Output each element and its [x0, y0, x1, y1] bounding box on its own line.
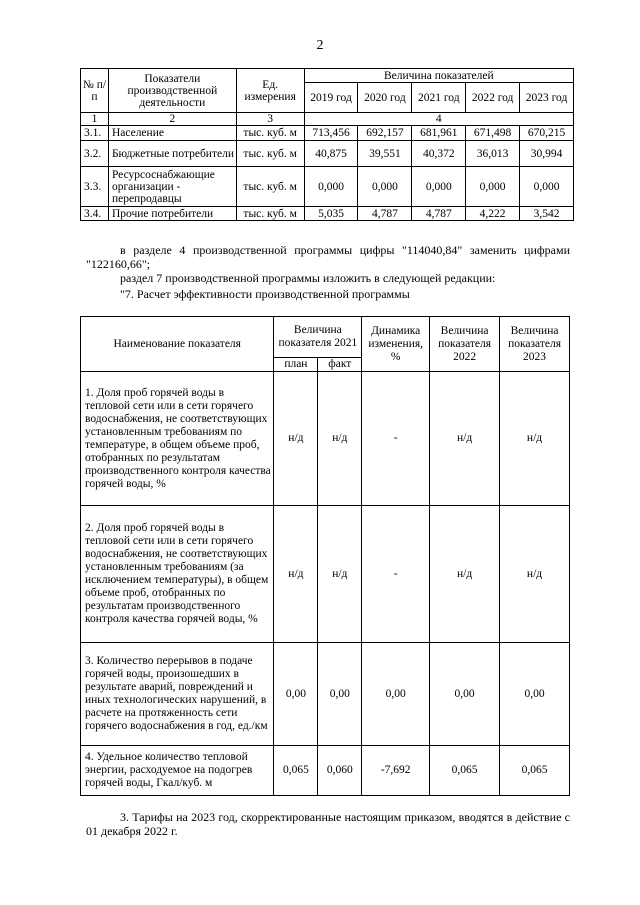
- header-value-2022: Величина показателя 2022: [430, 317, 500, 372]
- row-value: 4,787: [358, 207, 412, 221]
- row-value: 0,000: [520, 167, 574, 207]
- row-value: 39,551: [358, 141, 412, 167]
- row-name: 4. Удельное количество тепловой энергии, расходуемое на подогрев горячей воды, Гкал/куб. м: [81, 746, 274, 796]
- row-value-2023: 0,065: [500, 746, 570, 796]
- header-year: 2022 год: [466, 83, 520, 113]
- row-name: Ресурсоснабжающие организации - перепродавцы: [108, 167, 236, 207]
- row-num: 3.2.: [81, 141, 109, 167]
- row-fact: н/д: [318, 506, 362, 643]
- row-num: 3.1.: [81, 126, 109, 141]
- row-num: 3.4.: [81, 207, 109, 221]
- row-value: 0,000: [304, 167, 358, 207]
- row-value: 3,542: [520, 207, 574, 221]
- efficiency-table: [80, 316, 570, 796]
- row-value-2022: н/д: [430, 506, 500, 643]
- paragraph-section-4: в разделе 4 производственной программы цифры "114040,84" заменить цифрами "122160,66";: [86, 243, 570, 271]
- row-value: 40,875: [304, 141, 358, 167]
- header-year: 2023 год: [520, 83, 574, 113]
- table-row: [81, 126, 574, 141]
- header-year: 2020 год: [358, 83, 412, 113]
- row-fact: н/д: [318, 372, 362, 506]
- page-number: 2: [316, 38, 324, 53]
- row-value-2022: 0,065: [430, 746, 500, 796]
- table-row: [81, 207, 574, 221]
- header-num: № п/п: [81, 69, 109, 113]
- row-value: 671,498: [466, 126, 520, 141]
- row-value-2023: н/д: [500, 372, 570, 506]
- row-plan: н/д: [274, 506, 318, 643]
- paragraph-section-7: раздел 7 производственной программы изложить в следующей редакции:: [120, 271, 496, 285]
- index-cell: 1: [81, 113, 109, 126]
- row-dynamics: -7,692: [362, 746, 430, 796]
- row-name: 1. Доля проб горячей воды в тепловой сети или в сети горячего водоснабжения, не соответствующих установленным требованиям по температуре, в общем объеме проб, отобранных по результатам производственного контроля качества горячей воды, %: [81, 372, 274, 506]
- row-plan: 0,065: [274, 746, 318, 796]
- header-dynamics: Динамика изменения, %: [362, 317, 430, 372]
- index-cell: 2: [108, 113, 236, 126]
- table-row: [81, 372, 570, 506]
- table-row: [81, 167, 574, 207]
- index-cell: 4: [304, 113, 573, 126]
- row-value-2022: н/д: [430, 372, 500, 506]
- row-fact: 0,00: [318, 643, 362, 746]
- table-row: [81, 506, 570, 643]
- row-value: 713,456: [304, 126, 358, 141]
- table-row: [81, 746, 570, 796]
- row-value: 692,157: [358, 126, 412, 141]
- row-name: Население: [108, 126, 236, 141]
- header-unit: Ед. измерения: [236, 69, 304, 113]
- header-indicator: Показатели производственной деятельности: [108, 69, 236, 113]
- header-value-2023: Величина показателя 2023: [500, 317, 570, 372]
- row-value: 40,372: [412, 141, 466, 167]
- header-values-group: Величина показателей: [304, 69, 573, 83]
- header-plan: план: [274, 358, 318, 372]
- row-value: 4,222: [466, 207, 520, 221]
- header-name: Наименование показателя: [81, 317, 274, 372]
- row-value-2023: н/д: [500, 506, 570, 643]
- row-unit: тыс. куб. м: [236, 207, 304, 221]
- row-value-2022: 0,00: [430, 643, 500, 746]
- row-value: 0,000: [358, 167, 412, 207]
- row-value: 30,994: [520, 141, 574, 167]
- header-year: 2021 год: [412, 83, 466, 113]
- row-unit: тыс. куб. м: [236, 126, 304, 141]
- row-dynamics: 0,00: [362, 643, 430, 746]
- index-cell: 3: [236, 113, 304, 126]
- row-unit: тыс. куб. м: [236, 141, 304, 167]
- row-plan: н/д: [274, 372, 318, 506]
- row-value: 670,215: [520, 126, 574, 141]
- row-dynamics: -: [362, 506, 430, 643]
- row-value: 0,000: [412, 167, 466, 207]
- header-fact: факт: [318, 358, 362, 372]
- header-value-2021: Величина показателя 2021: [274, 317, 362, 358]
- row-unit: тыс. куб. м: [236, 167, 304, 207]
- row-value: 4,787: [412, 207, 466, 221]
- row-dynamics: -: [362, 372, 430, 506]
- paragraph-tariffs: 3. Тарифы на 2023 год, скорректированные настоящим приказом, вводятся в действие с 01 декабря 2022 г.: [86, 810, 570, 838]
- row-name: 2. Доля проб горячей воды в тепловой сети или в сети горячего водоснабжения, не соответствующих установленным требованиям (за исключением температуры), в общем объеме проб, отобранных по результатам производственного контроля качества горячей воды, %: [81, 506, 274, 643]
- production-indicators-table: [80, 68, 574, 221]
- table-row: [81, 643, 570, 746]
- row-num: 3.3.: [81, 167, 109, 207]
- row-name: 3. Количество перерывов в подаче горячей воды, произошедших в результате аварий, повреждений и иных технологических нарушений, в расчете на протяженность сети горячего водоснабжения в год, ед./км: [81, 643, 274, 746]
- row-name: Прочие потребители: [108, 207, 236, 221]
- row-fact: 0,060: [318, 746, 362, 796]
- row-value: 36,013: [466, 141, 520, 167]
- section-7-title: "7. Расчет эффективности производственной программы: [120, 287, 410, 301]
- row-value: 0,000: [466, 167, 520, 207]
- row-value: 5,035: [304, 207, 358, 221]
- header-year: 2019 год: [304, 83, 358, 113]
- row-name: Бюджетные потребители: [108, 141, 236, 167]
- table-row: [81, 141, 574, 167]
- row-plan: 0,00: [274, 643, 318, 746]
- row-value-2023: 0,00: [500, 643, 570, 746]
- row-value: 681,961: [412, 126, 466, 141]
